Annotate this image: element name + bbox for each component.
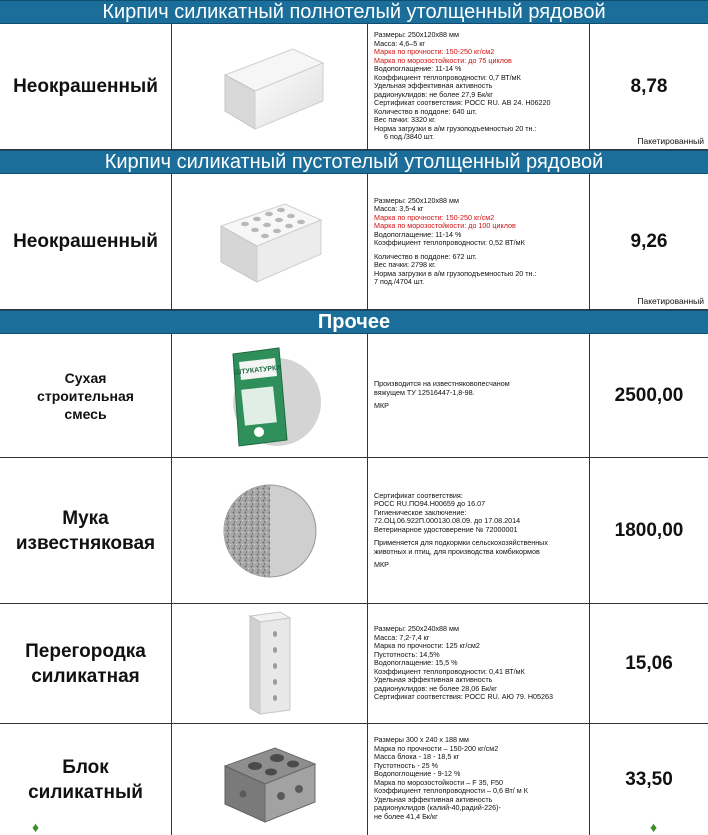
spec-line: Размеры: 250х120х88 мм [374,195,459,205]
spec-line: Марка по прочности: 125 кг/см2 [374,641,480,651]
price-cell [590,334,708,457]
spec-line: 6 под./3840 шт. [384,132,435,142]
spec-line: Количество в поддоне: 672 шт. [374,251,477,261]
spec-line-highlight: Марка по морозостойкости: до 75 циклов [374,55,512,65]
spec-line: Сертификат соответствия: [374,490,463,500]
spec-line-highlight: Марка по прочности: 150-250 кг/см2 [374,212,495,222]
spec-line: Водопоглащение: 15,5 % [374,658,458,668]
packaging-note: Пакетированный [637,296,704,306]
spec-line: МКР [374,560,389,569]
product-row-solid-brick [0,24,708,150]
spec-line: Вес пачки: 2798 кг. [374,260,436,269]
product-name: Мука известняковая [0,458,172,603]
spec-line: Марка по морозостойкости – F 35, F50 [374,777,504,787]
spec-line: Масса: 4,6–5 кг [374,38,425,48]
spec-line: Водопоглощение - 9-12 % [374,769,461,778]
product-spec [368,24,590,149]
product-row-dry-mix [0,334,708,458]
spec-line: Коэффициент теплопроводности: 0,41 ВТ/мК [374,666,525,676]
decorative-leaf-icon: ♦ [32,819,40,835]
spec-line: Гигиеническое заключение: [374,507,467,517]
spec-line: 7 под./4704 шт. [374,277,425,286]
spec-line: РОСС RU.ПО94.Н00659 до 16.07 [374,499,486,508]
product-name: Блок силикатный [0,724,172,835]
hollow-brick-image [205,192,335,292]
section-header-hollow-brick [0,150,708,174]
spec-line: Норма загрузки в а/м грузоподъемностью 20 тн.: [374,268,537,278]
spec-line: Масса: 3,5-4 кг [374,204,424,213]
plaster-bag-image [215,340,325,452]
section-header-solid-brick [0,0,708,24]
price-value: 33,50 [625,768,673,790]
spec-line: Количество в поддоне: 640 шт. [374,106,477,116]
product-name: Перегородка силикатная [0,604,172,723]
spec-line: Вес пачки: 3320 кг. [374,115,436,125]
section-header-other [0,310,708,334]
spec-line: Ветеринарное удостоверение № 72000001 [374,524,518,534]
spec-line: Размеры: 250х120х88 мм [374,30,459,40]
product-image-limestone-flour [172,458,368,603]
spec-line: Масса: 7,2-7,4 кг [374,632,430,642]
spec-line: Удельная эффективная активность [374,794,493,804]
section-title: Кирпич силикатный полнотелый утолщенный рядовой [102,1,606,23]
section-title: Кирпич силикатный пустотелый утолщенный рядовой [104,151,604,173]
price-value: 1800,00 [614,519,684,541]
spec-line: Сертификат соответствия: РОСС RU. АВ 24. Н06220 [374,98,551,108]
product-image-dry-mix [172,334,368,457]
spec-line: Применяется для подкормки сельскохозяйственных [374,538,548,547]
product-image-hollow-brick [172,174,368,309]
spec-line: Коэффициент теплопроводности – 0,6 Вт/ м К [374,786,528,795]
spec-line: Размеры 300 х 240 х 188 мм [374,735,469,744]
spec-line: Производится на известняковопесчаном [374,379,510,389]
spec-line-highlight: Марка по прочности: 150-250 кг/см2 [374,47,495,57]
spec-line: Сертификат соответствия: РОСС RU. АЮ 79. Н05263 [374,692,554,702]
spec-line: Масса блока - 18 - 18,5 кг [374,752,460,761]
price-value: 2500,00 [614,384,684,406]
price-cell [590,458,708,603]
product-row-hollow-brick [0,174,708,310]
product-spec [368,334,590,457]
product-row-limestone-flour [0,458,708,604]
spec-line: Пустотность: 14,5% [374,649,440,659]
product-image-solid-brick [172,24,368,149]
section-title: Прочее [317,311,391,333]
price-cell [590,724,708,835]
spec-line: животных и птиц, для производства комбикормов [374,546,540,556]
packaging-note: Пакетированный [637,136,704,146]
spec-line: Удельная эффективная активность [374,81,493,91]
spec-line: Марка по прочности – 150-200 кг/см2 [374,743,499,753]
spec-line: МКР [374,401,389,411]
spec-line: Водопоглащение: 11-14 % [374,64,462,74]
product-row-partition [0,604,708,724]
limestone-flour-image [220,481,320,581]
spec-line: радионуклидов (калий-40,радий-226)- [374,803,501,812]
spec-line: вяжущем ТУ 12516447-1,8-98. [374,387,475,397]
spec-line: Размеры: 250х240х88 мм [374,624,459,634]
product-name: Сухая строительная смесь [0,334,172,457]
spec-line: радионуклидов: не более 27,9 Бк/кг [374,89,493,99]
spec-line: 72.ОЦ.06.922П.000130.08.09. до 17.08.2014 [374,516,521,525]
price-cell [590,604,708,723]
price-cell [590,24,708,149]
price-value: 8,78 [630,75,668,97]
product-name: Неокрашенный [0,24,172,149]
spec-line-highlight: Марка по морозостойкости: до 100 циклов [374,221,516,230]
price-value: 15,06 [625,652,673,674]
product-image-silicate-block [172,724,368,835]
solid-brick-image [205,37,335,137]
spec-line: не более 41,4 Бк/кг [374,811,438,821]
product-spec [368,174,590,309]
product-name: Неокрашенный [0,174,172,309]
spec-line: радионуклидов: не более 28,06 Бк/кг [374,683,497,693]
product-spec [368,458,590,603]
spec-line: Пустотность - 25 % [374,760,438,770]
product-image-partition [172,604,368,723]
price-cell [590,174,708,309]
product-spec [368,604,590,723]
partition-block-image [240,610,300,718]
product-row-silicate-block [0,724,708,835]
product-spec [368,724,590,835]
spec-line: Коэффициент теплопроводности: 0,7 ВТ/мК [374,72,521,82]
price-value: 9,26 [630,230,668,252]
decorative-leaf-icon: ♦ [650,819,658,835]
bag-label: ШТУКАТУРКА [233,364,282,376]
spec-line: Норма загрузки в а/м грузоподъемностью 20 тн.: [374,123,537,133]
spec-line: Удельная эффективная активность [374,675,493,685]
silicate-block-image [215,734,325,826]
spec-line: Водопоглащение: 11-14 % [374,229,462,239]
spec-line: Коэффициент теплопроводности: 0,52 ВТ/мК [374,238,525,247]
